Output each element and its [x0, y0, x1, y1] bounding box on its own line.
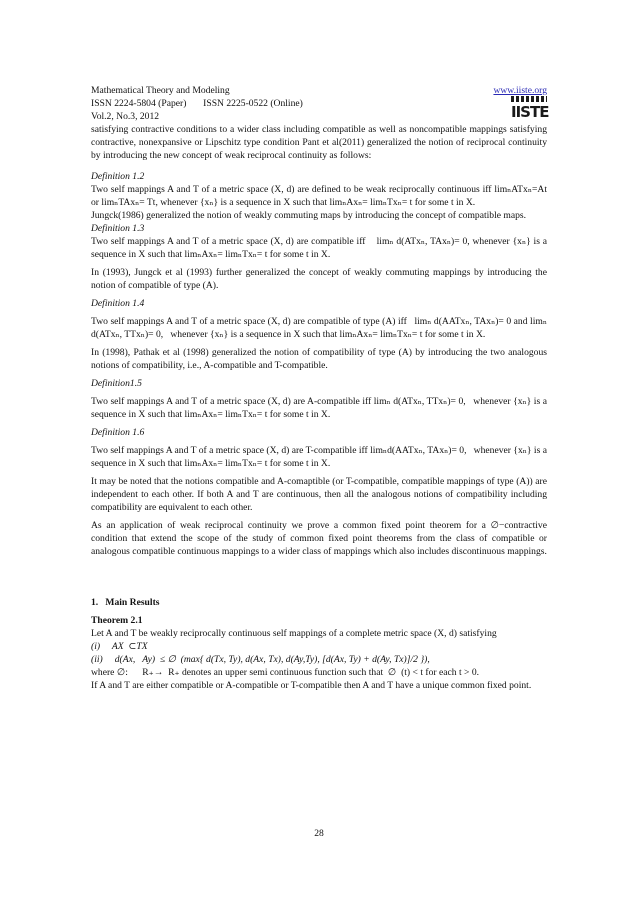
definition-1-6-text: Two self mappings A and T of a metric space (X, d) are T-compatible iff limₙd(AATxₙ, TAxₙ)= 0, whenever {xₙ} is a sequence in X such that limₙAxₙ= limₙTxₙ= t for some t in X.	[91, 445, 550, 469]
jungck-paragraph: Jungck(1986) generalized the notion of weakly commuting maps by introducing the concept of compatible maps.	[91, 210, 527, 221]
definition-1-4-title: Definition 1.4	[91, 298, 145, 309]
theorem-2-1-intro: Let A and T be weakly reciprocally continuous self mappings of a complete metric space (X, d) satisfying	[91, 628, 497, 639]
logo-text: IISTE	[511, 103, 549, 121]
notions-paragraph: It may be noted that the notions compatible and A-comaptible (or T-compatible, compatible mappings of type (A)) are independent to each other. If both A and T are continuous, then all the analogous notions of compatibility including compatibility are equivalent to each other.	[91, 476, 547, 513]
section-heading-main-results: 1. Main Results	[91, 597, 160, 608]
definition-1-3-text: Two self mappings A and T of a metric space (X, d) are compatible iff limₙ d(ATxₙ, TAxₙ)= 0, whenever {xₙ} is a sequence in X such that limₙAxₙ= limₙTxₙ= t for some t in X.	[91, 236, 550, 260]
definition-1-5-title: Definition1.5	[91, 378, 142, 389]
journal-url-link[interactable]: www.iiste.org	[493, 85, 547, 96]
conclusion-paragraph: If A and T are either compatible or A-compatible or T-compatible then A and T have a unique common fixed point.	[91, 680, 532, 691]
header-row-1	[91, 84, 547, 97]
definition-1-2-text: Two self mappings A and T of a metric space (X, d) are defined to be weak reciprocally continuous iff limₙATxₙ=At or limₙTAxₙ= Tt, whenever {xₙ} is a sequence in X such that limₙAxₙ= limₙTxₙ= t for some t in X.	[91, 184, 547, 208]
iiste-logo	[511, 96, 547, 120]
application-paragraph: As an application of weak reciprocal continuity we prove a common fixed point theorem for a ∅−contractive condition that extend the scope of the study of common fixed point theorems from the class of compatible or analogous compatible continuous mappings to a wider class of mappings which also includes discontinuous mappings.	[91, 520, 547, 557]
definition-1-2-title: Definition 1.2	[91, 171, 145, 182]
page-content	[91, 84, 550, 692]
condition-i: (i) AX ⊂TX	[91, 641, 148, 652]
journal-title: Mathematical Theory and Modeling	[91, 85, 230, 96]
where-line: where ∅: R₊→ R₊ denotes an upper semi continuous function such that ∅ (t) < t for each t > 0.	[91, 667, 480, 678]
logo-bar-graphic	[511, 96, 547, 102]
paragraph-1993: In (1993), Jungck et al (1993) further generalized the concept of weakly commuting mappings by introducing the notion of compatible of type (A).	[91, 267, 547, 291]
definition-1-4-text: Two self mappings A and T of a metric space (X, d) are compatible of type (A) iff limₙ d(AATxₙ, TAxₙ)= 0 and limₙ d(ATxₙ, TTxₙ)= 0, whenever {xₙ} is a sequence in X such that limₙAxₙ= limₙTxₙ= t for some t in X.	[91, 316, 550, 340]
definition-1-3-title: Definition 1.3	[91, 223, 145, 234]
definition-1-5-text: Two self mappings A and T of a metric space (X, d) are A-compatible iff limₙ d(ATxₙ, TTxₙ)= 0, whenever {xₙ} is a sequence in X such that limₙAxₙ= limₙTxₙ= t for some t in X.	[91, 396, 550, 420]
paragraph-1998: In (1998), Pathak et al (1998) generalized the notion of compatibility of type (A) by introducing the two analogous notions of compatibility, i.e., A-compatible and T-compatible.	[91, 347, 547, 371]
volume-line: Vol.2, No.3, 2012	[91, 111, 160, 122]
definition-1-6-title: Definition 1.6	[91, 427, 145, 438]
page-number: 28	[314, 828, 324, 839]
condition-ii: (ii) d(Ax, Ay) ≤ ∅ (max{ d(Tx, Ty), d(Ax, Tx), d(Ay,Ty), [d(Ax, Ty) + d(Ay, Tx)]/2 }),	[91, 654, 430, 665]
issn-line: ISSN 2224-5804 (Paper) ISSN 2225-0522 (Online)	[91, 98, 303, 109]
theorem-2-1-title: Theorem 2.1	[91, 615, 143, 626]
intro-paragraph: satisfying contractive conditions to a wider class including compatible as well as noncompatible mappings satisfying contractive, nonexpansive or Lipschitz type condition Pant et al(2011) generalized the notion of reciprocal continuity by introducing the new concept of weak reciprocal continuity as follows:	[91, 124, 547, 161]
